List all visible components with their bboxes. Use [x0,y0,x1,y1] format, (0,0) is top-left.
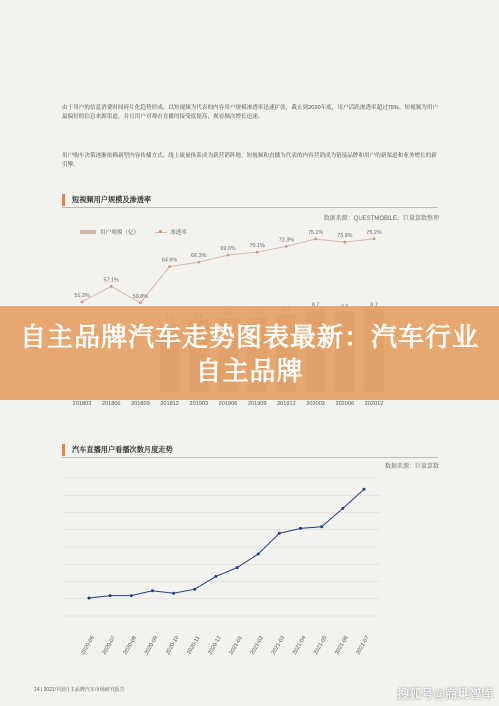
chart2-x-tick-label: 2021-07 [355,635,371,656]
chart2-point [193,588,196,591]
chart2-x-tick-label: 2021-01 [228,635,244,656]
chart2-x-tick-label: 2021-02 [249,635,266,656]
chart1-rate-label: 50.8% [132,293,149,300]
chart1-rate-label: 75.1% [307,230,324,237]
legend-label-rate: 渗透率 [170,230,187,236]
chart1-rate-label: 57.1% [103,277,119,284]
chart2-point [299,527,302,530]
chart1-x-tick-label: 201809 [131,401,150,407]
chart2-source: 数据来源：巨量算数 [384,464,439,470]
chart2-point [151,589,154,592]
chart2-point [130,594,133,597]
chart2-point [109,594,112,597]
chart1-rate-label: 51.2% [74,292,90,299]
chart2-x-tick-label: 2020-08 [122,635,139,656]
chart1-x-tick-label: 201912 [277,401,296,407]
chart1-source: 数据来源：QUESTMOBILE，巨量算数整理 [323,216,439,222]
chart1-x-tick-label: 201906 [218,401,238,407]
chart1-x-tick-label: 202012 [364,401,384,407]
chart2-point [278,532,281,535]
chart1-x-tick-label: 202006 [335,401,355,407]
chart1-rate-label: 70.1% [249,243,265,250]
intro-paragraph-2: 用户购车决策逐渐依赖新型内容传播方式，线上流量体系成为新营销阵地。短视频和直播为代表的内容营销成为链接品牌和用户的新渠道和业务增长的新引擎。 [62,153,437,168]
legend-label-users: 用户规模（亿） [100,230,140,236]
title-banner [0,306,499,400]
chart1-x-tick-label: 201803 [72,401,92,407]
chart2-point [257,553,260,556]
chart2-point [214,575,217,578]
chart1-title: 短视频用户规模及渗透率 [72,195,152,204]
chart2-x-tick-label: 2021-05 [313,635,329,656]
chart2-x-tick-label: 2020-09 [143,635,160,656]
intro-paragraph-1: 由于用户的信息消费时间碎片化趋势形成，以短视频为代表的内容用户规模渗透率迅速扩张，截止到2020年底，用户活跃渗透率超过75%。短视频为用户最偏好的信息来源渠道，并且用户对观看直播的接受度提高，观看频次增长迅速。 [62,105,439,120]
chart1-rate-label: 75.2% [366,229,382,236]
chart2-point [363,488,366,491]
chart2-x-tick-label: 2020-12 [207,635,223,656]
chart1-rate-label: 64.6% [161,257,178,264]
chart2-point [172,592,175,595]
chart2-x-tick-label: 2020-07 [101,635,118,656]
page-footer: 14 | 2021中国自主品牌汽车市场研究报告 [34,687,125,693]
chart2-x-tick-label: 2020-06 [80,635,96,656]
chart2-x-tick-label: 2021-06 [334,635,350,656]
chart2-x-tick-label: 2020-10 [165,635,181,656]
chart2-x-tick-label: 2021-03 [270,635,287,656]
chart1-rate-label: 72.3% [278,237,295,244]
chart2-point [320,525,323,528]
chart1-x-tick-label: 201806 [101,401,121,407]
chart2-point [88,597,91,600]
chart1-rate-label: 66.3% [191,253,207,260]
banner-title: 自主品牌汽车走势图表最新：汽车行业自主品牌 [20,322,480,386]
chart1-x-tick-label: 201812 [160,401,179,407]
chart2-x-tick-label: 2021-04 [291,635,308,656]
chart2-x-tick-label: 2020-11 [186,635,202,656]
chart1-rate-label: 69.0% [220,246,236,253]
watermark: 搜狐号@商巢智库 [397,687,493,701]
chart2-title: 汽车直播用户看播次数月度走势 [72,445,173,454]
chart1-x-tick-label: 201909 [247,401,267,407]
chart1-x-tick-label: 202003 [306,401,325,407]
chart1-rate-label: 73.9% [337,233,353,240]
chart2-point [341,507,344,510]
chart2-point [236,566,239,569]
chart1-x-tick-label: 201903 [189,401,209,407]
